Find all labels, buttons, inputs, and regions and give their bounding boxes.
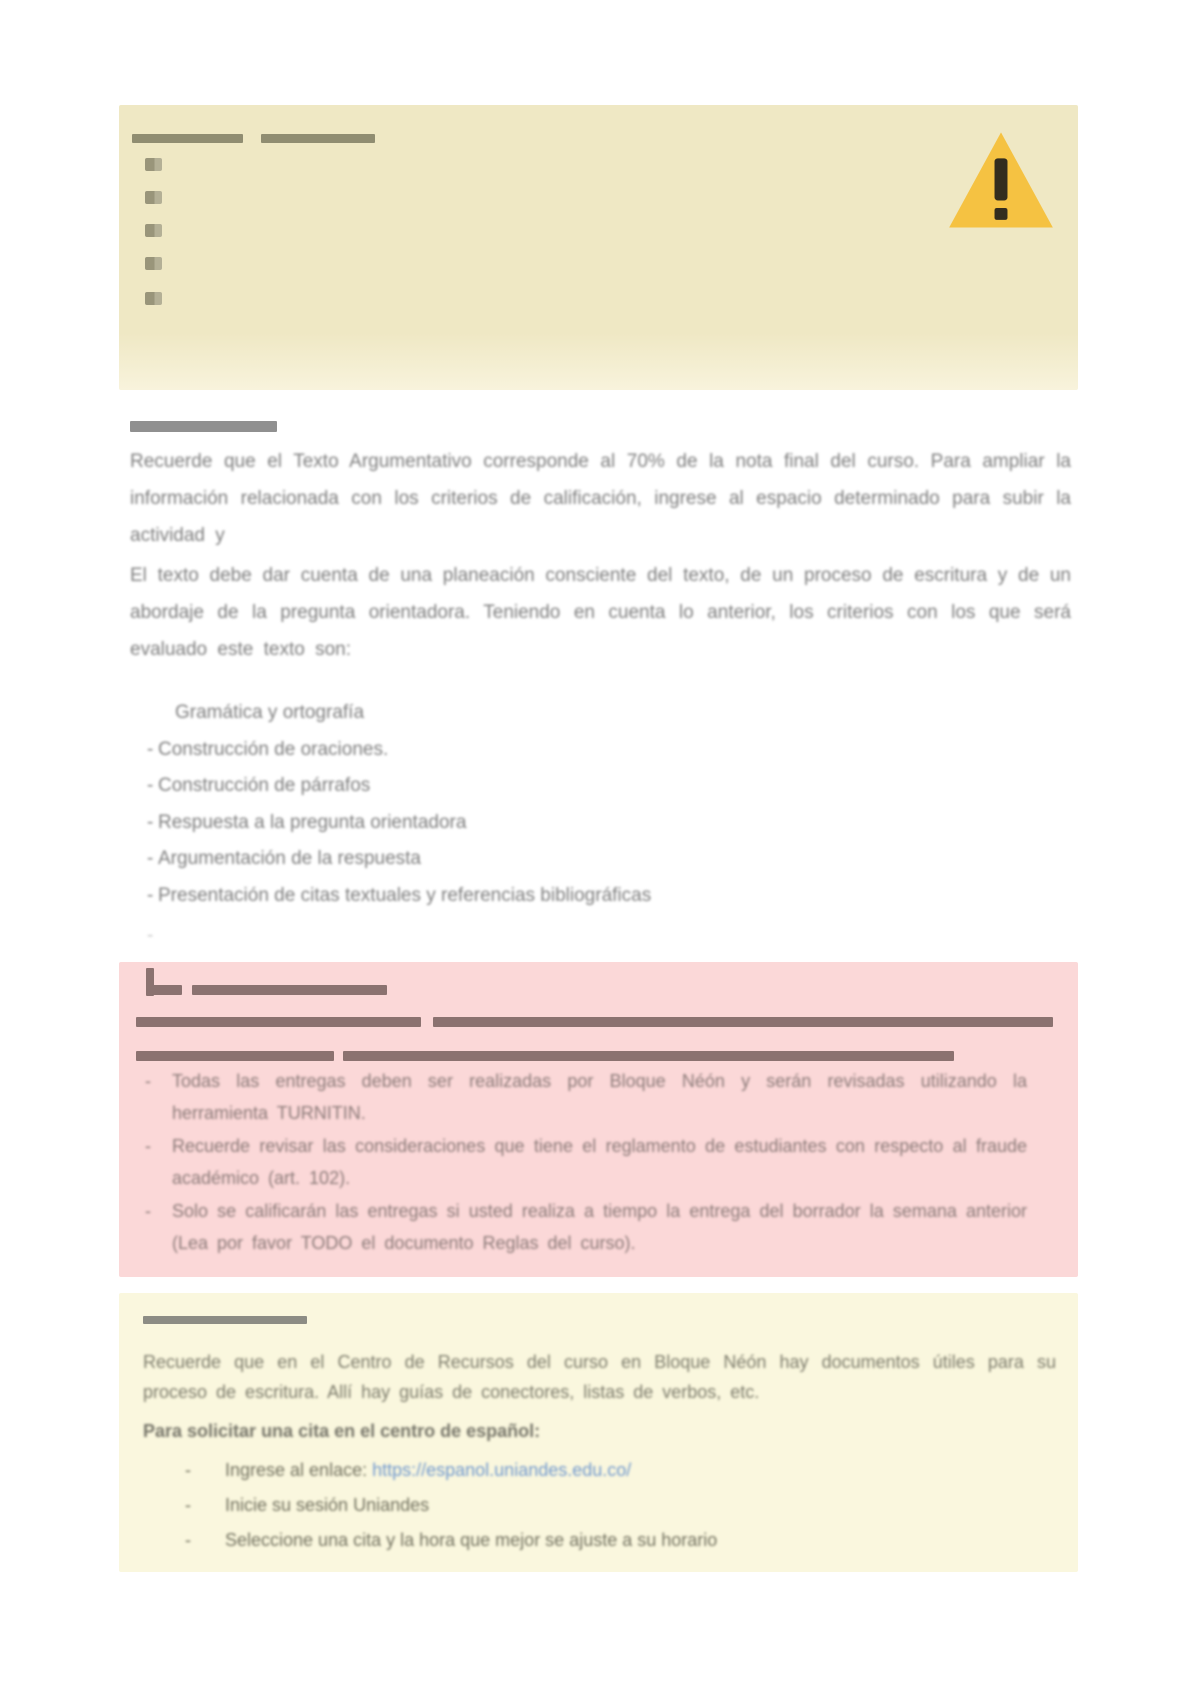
redacted-list-marker xyxy=(145,158,162,171)
dash-bullet: - xyxy=(147,775,154,796)
list-item xyxy=(185,1488,1065,1523)
redacted-list-marker xyxy=(145,191,162,204)
list-item xyxy=(185,1453,1065,1488)
dash-bullet: - xyxy=(147,811,154,833)
dash-bullet: - xyxy=(147,848,154,869)
redacted-heading xyxy=(143,1316,307,1324)
dash-bullet: - xyxy=(185,1495,191,1515)
grading-intro-paragraph: Recuerde que el Texto Argumentativo corresponde al 70% de la nota final del curso. Para ampliar la información relacionada con los criterios de calificación, ingrese al espacio determinado para subir la actividad y xyxy=(130,451,1071,546)
warning-banner xyxy=(119,105,1078,390)
step-text: Inicie su sesión Uniandes xyxy=(225,1495,430,1515)
dash-bullet: - xyxy=(185,1460,191,1480)
submission-rules-box xyxy=(119,962,1078,1277)
rule-text: Solo se calificarán las entregas si usted realiza a tiempo la entrega del borrador la semana anterior (Lea por favor TODO el documento Reglas del curso). xyxy=(172,1201,1027,1253)
redacted-heading-segment xyxy=(152,985,182,995)
redacted-section-heading xyxy=(130,421,277,432)
list-item xyxy=(145,1066,1045,1129)
list-item xyxy=(130,805,1071,842)
list-item xyxy=(145,1131,1045,1194)
list-item xyxy=(145,1196,1045,1259)
dash-bullet: - xyxy=(145,1201,151,1221)
list-item-empty xyxy=(130,918,1071,955)
criteria-text: Construcción de párrafos xyxy=(158,775,371,796)
resources-bullet-list xyxy=(185,1453,1065,1558)
dash-bullet: - xyxy=(145,1136,151,1156)
resources-paragraph: Recuerde que en el Centro de Recursos del curso en Bloque Néón hay documentos útiles para su proceso de escritura. Allí hay guías de conectores, listas de verbos, etc. xyxy=(143,1352,1056,1402)
criteria-text: Gramática y ortografía xyxy=(175,702,365,723)
redacted-heading-segment xyxy=(433,1017,1053,1027)
redacted-title-segment xyxy=(261,134,375,143)
redacted-list-marker xyxy=(145,257,162,270)
warning-triangle-icon xyxy=(947,127,1055,235)
link-label xyxy=(225,1453,631,1488)
dash-bullet: - xyxy=(147,925,154,946)
redacted-list-marker xyxy=(145,292,162,305)
redacted-heading-segment xyxy=(136,1051,334,1061)
list-item xyxy=(130,768,1071,805)
criteria-list xyxy=(130,695,1071,955)
dash-bullet: - xyxy=(185,1530,191,1550)
rule-text: Recuerde revisar las consideraciones que tiene el reglamento de estudiantes con respecto al fraude académico (art. 102). xyxy=(172,1136,1027,1188)
rules-bullet-list xyxy=(145,1066,1045,1261)
redacted-title-segment xyxy=(132,134,243,143)
resources-box xyxy=(119,1293,1078,1572)
step-text: Seleccione una cita y la hora que mejor se ajuste a su horario xyxy=(225,1530,718,1550)
link-label-text: Ingrese al enlace: xyxy=(225,1460,373,1480)
dash-bullet: - xyxy=(147,884,154,906)
criteria-text: Respuesta a la pregunta orientadora xyxy=(158,811,467,833)
list-item xyxy=(185,1523,1065,1558)
dash-bullet: - xyxy=(147,738,154,760)
list-item xyxy=(130,878,1071,915)
dash-bullet: - xyxy=(145,1071,151,1091)
list-item xyxy=(130,732,1071,769)
espanol-center-link[interactable]: https://espanol.uniandes.edu.co/ xyxy=(372,1460,632,1480)
redacted-heading-segment xyxy=(343,1051,954,1061)
criteria-text: Construcción de oraciones. xyxy=(158,738,389,760)
grading-description-paragraph: El texto debe dar cuenta de una planeación consciente del texto, de un proceso de escritura y de un abordaje de la pregunta orientadora. Teniendo en cuenta lo anterior, los criterios con los que será evaluado este texto son: xyxy=(130,565,1071,660)
list-item xyxy=(130,695,1071,732)
redacted-list-marker xyxy=(145,224,162,237)
criteria-text: Argumentación de la respuesta xyxy=(158,848,421,869)
redacted-heading-segment xyxy=(192,985,387,995)
rule-text: Todas las entregas deben ser realizadas por Bloque Néón y serán revisadas utilizando la herramienta TURNITIN. xyxy=(172,1071,1027,1123)
criteria-text: Presentación de citas textuales y referencias bibliográficas xyxy=(158,884,652,906)
list-item xyxy=(130,841,1071,878)
redacted-heading-segment xyxy=(136,1017,421,1027)
resources-cta: Para solicitar una cita en el centro de español: xyxy=(143,1421,541,1441)
